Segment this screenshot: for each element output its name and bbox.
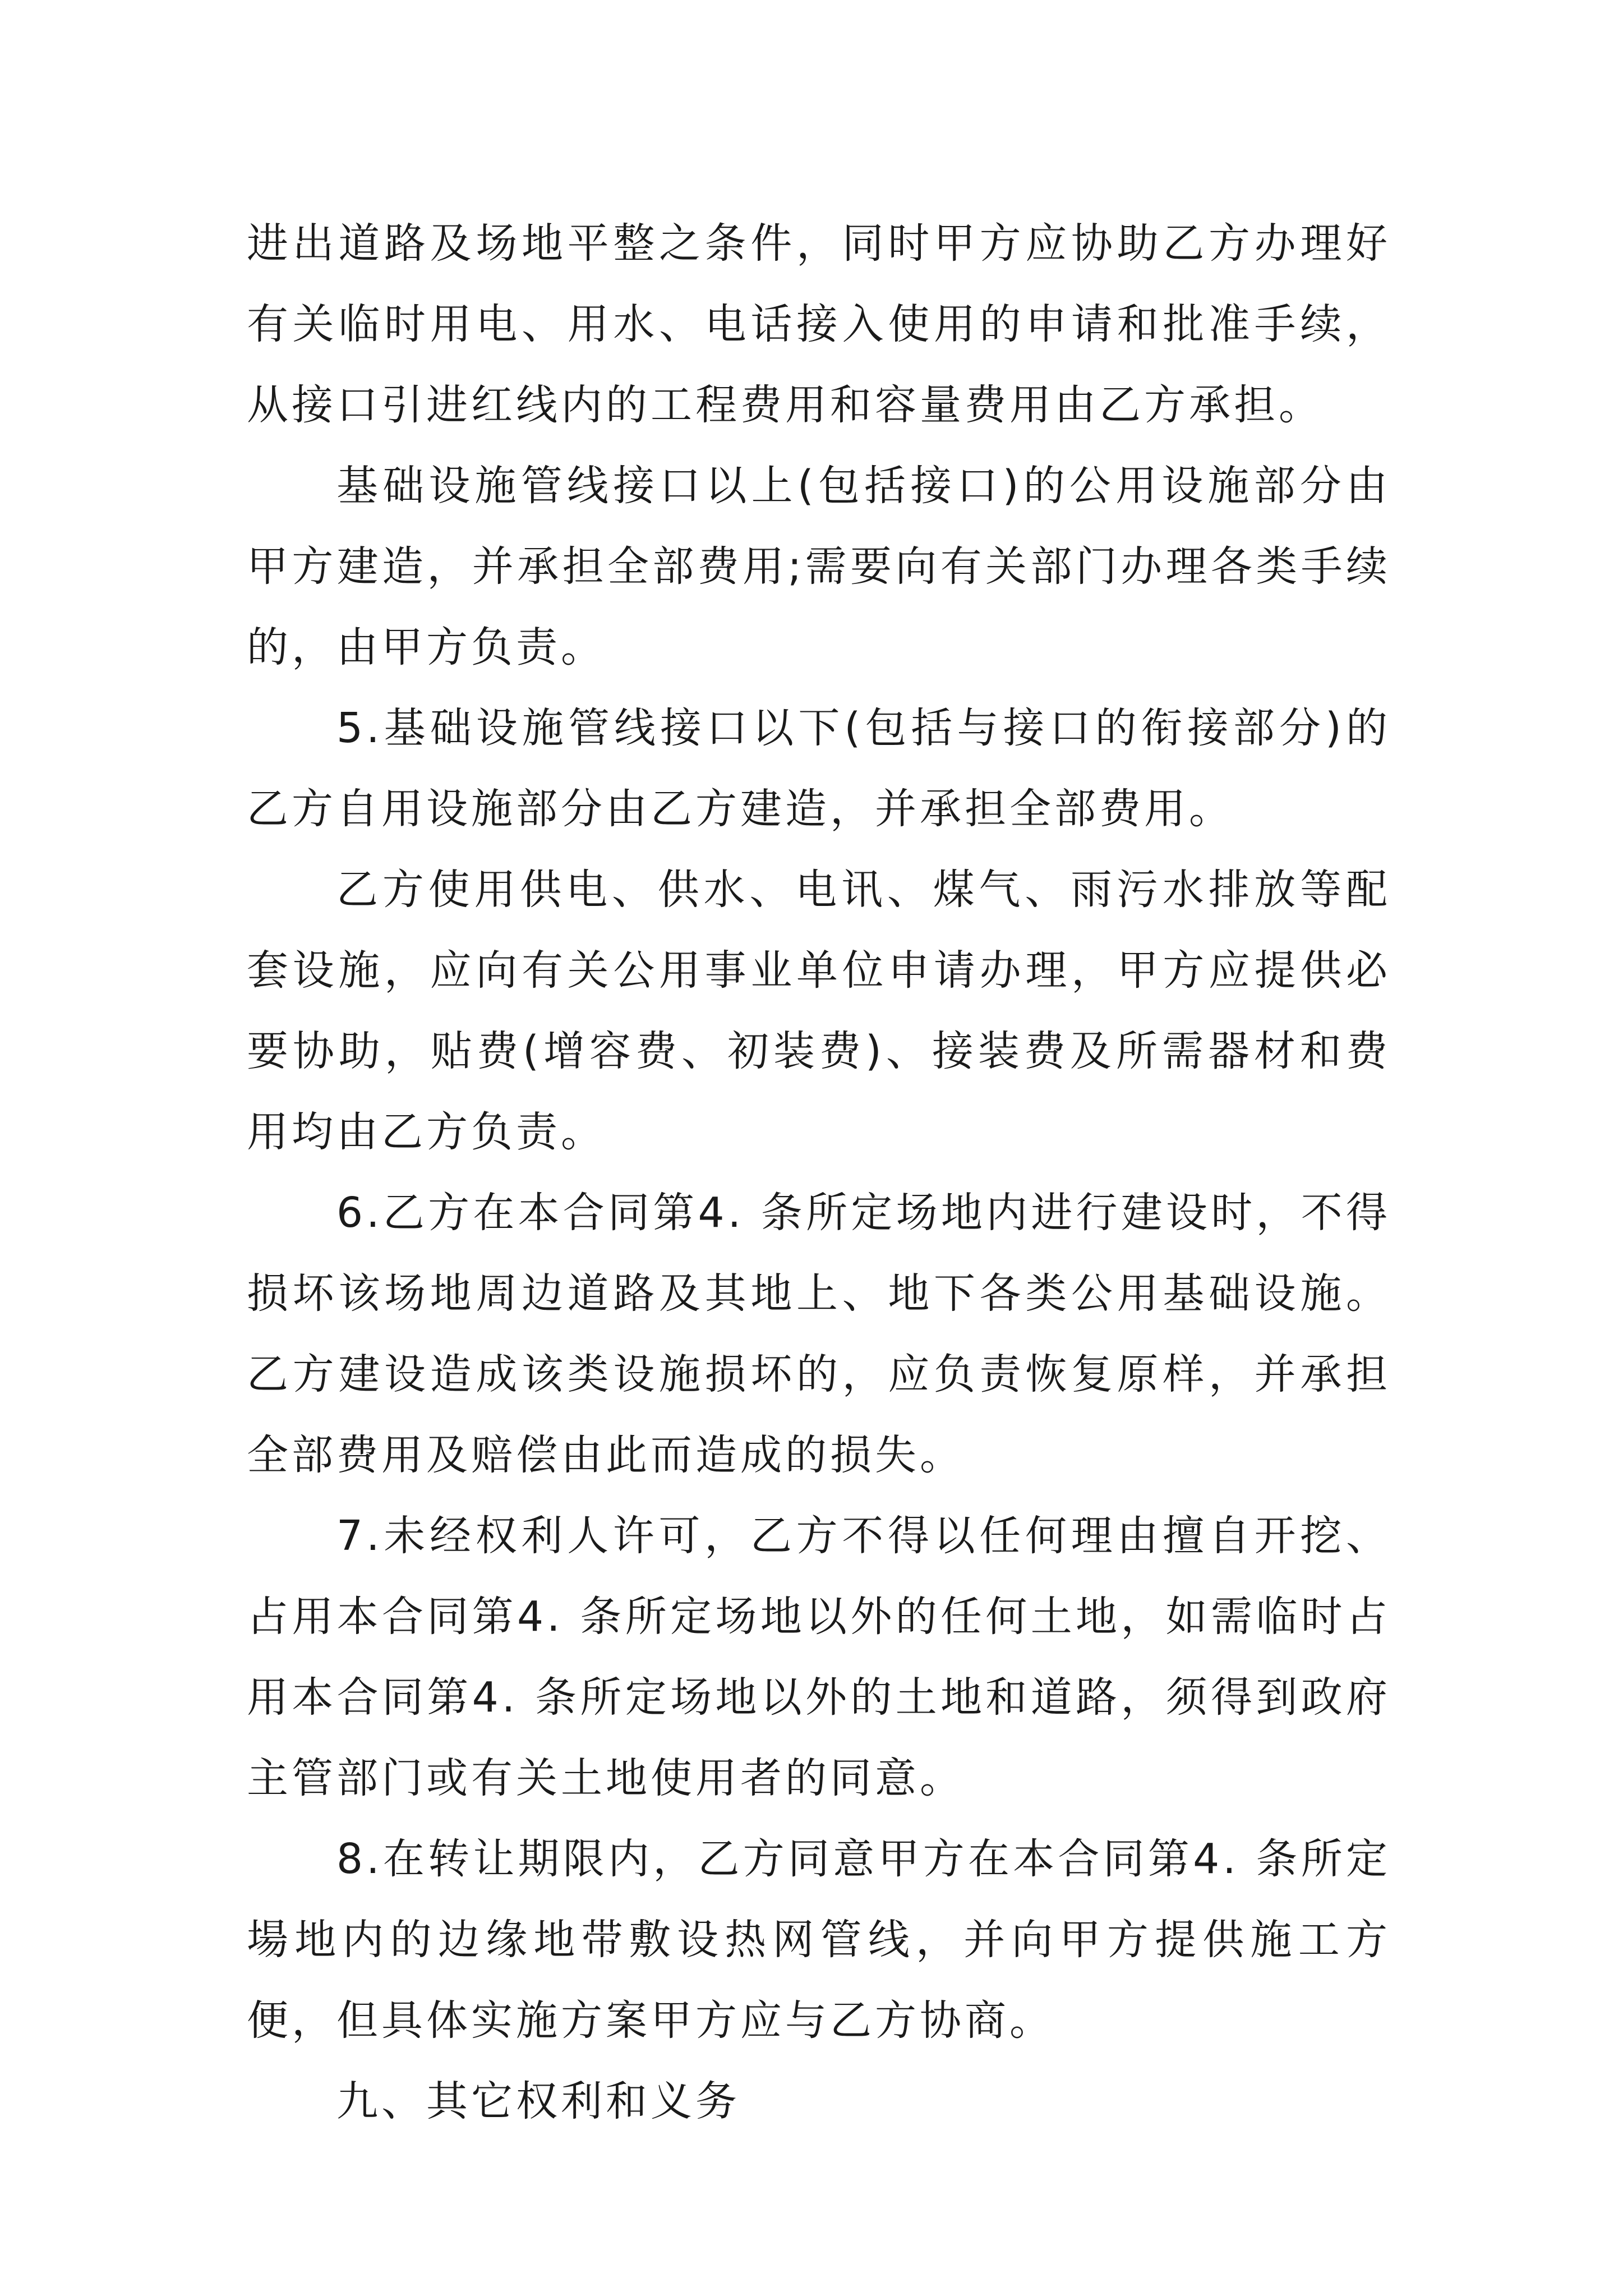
paragraph-4: 乙方使用供电、供水、电讯、煤气、雨污水排放等配套设施，应向有关公用事业单位申请办理，甲方应提供必要协助，贴费(增容费、初装费)、接装费及所需器材和费用均由乙方负责。 bbox=[247, 866, 1391, 1156]
paragraph-5-clause-6: 6.乙方在本合同第4. 条所定场地内进行建设时，不得损坏该场地周边道路及其地上、地下各类公用基础设施。乙方建设造成该类设施损坏的，应负责恢复原样，并承担全部费用及赔偿由此而造成的损失。 bbox=[247, 1189, 1391, 1479]
paragraph-7-clause-8: 8.在转让期限内，乙方同意甲方在本合同第4. 条所定場地内的边缘地带敷设热网管线，并向甲方提供施工方便，但具体实施方案甲方应与乙方协商。 bbox=[247, 1835, 1391, 2045]
paragraph-1: 进出道路及场地平整之条件，同时甲方应协助乙方办理好有关临时用电、用水、电话接入使用的申请和批准手续，从接口引进红线内的工程费用和容量费用由乙方承担。 bbox=[247, 219, 1391, 429]
document-body bbox=[247, 203, 1391, 2142]
paragraph-3-clause-5: 5.基础设施管线接口以下(包括与接口的衔接部分)的乙方自用设施部分由乙方建造，并承担全部费用。 bbox=[247, 704, 1391, 833]
section-heading-9: 九、其它权利和义务 bbox=[336, 2077, 740, 2125]
paragraph-6-clause-7: 7.未经权利人许可，乙方不得以任何理由擅自开挖、占用本合同第4. 条所定场地以外的任何土地，如需临时占用本合同第4. 条所定场地以外的土地和道路，须得到政府主管部门或有关土地使用者的同意。 bbox=[247, 1512, 1391, 1802]
paragraph-2: 基础设施管线接口以上(包括接口)的公用设施部分由甲方建造，并承担全部费用;需要向有关部门办理各类手续的，由甲方负责。 bbox=[247, 462, 1391, 671]
